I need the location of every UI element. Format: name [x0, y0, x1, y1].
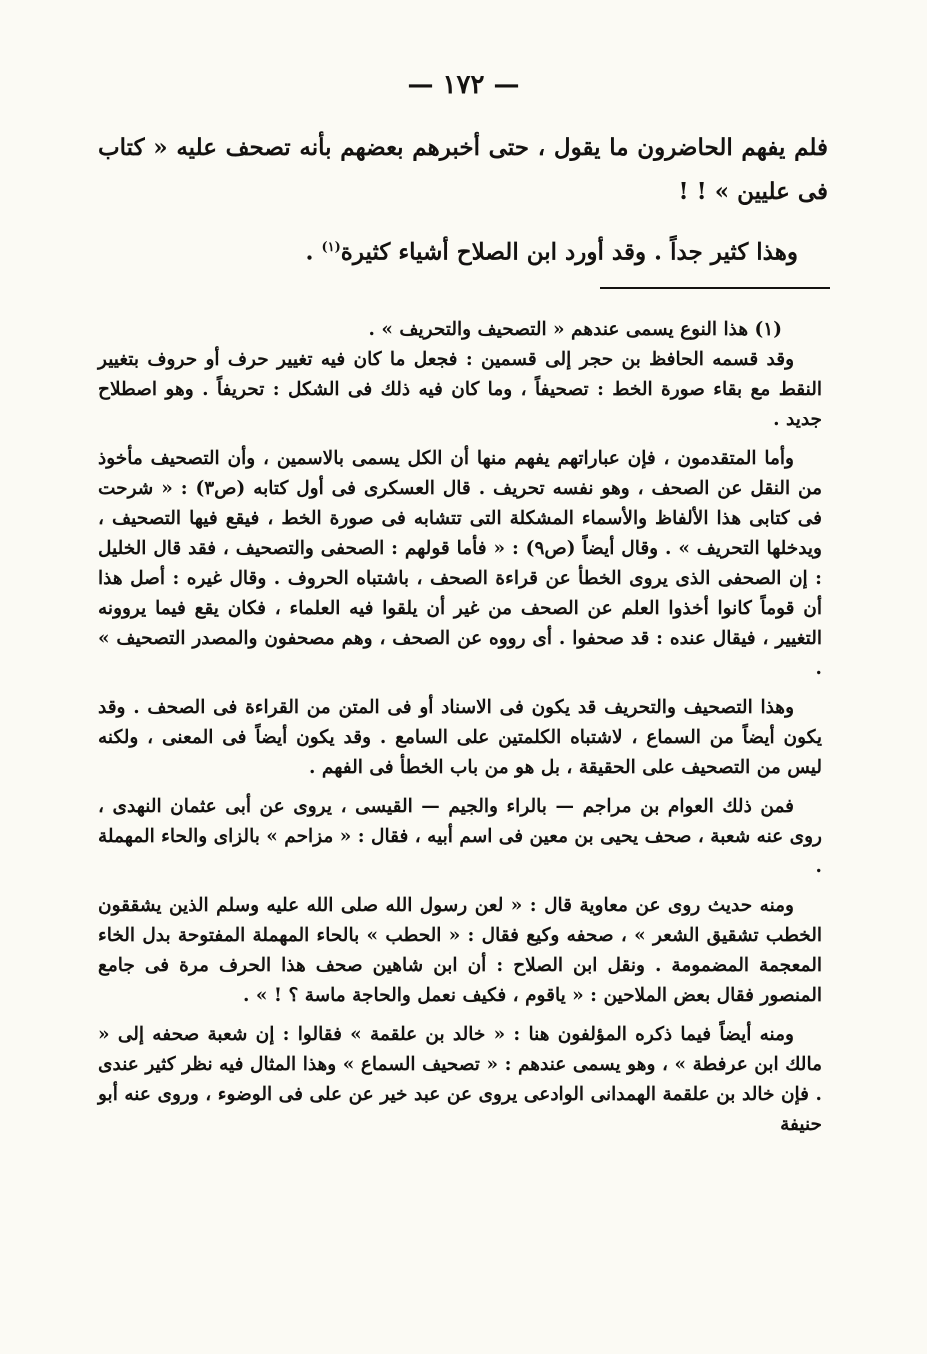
footnote-paragraph-4: وهذا التصحيف والتحريف قد يكون فى الاسناد أو فى المتن من القراءة فى الصحف . وقد يكون أيضاً من السماع ، لاشتباه الكلمتين على السامع . وقد يكون أيضاً فى المعنى ، ولكنه ليس من التصحيف على الحقيقة ، بل هو من باب الخطأ فى الفهم .	[98, 697, 822, 778]
main-paragraph-2-end: .	[305, 238, 322, 266]
footnote-separator	[600, 287, 830, 289]
page-number: — ١٧٢ —	[407, 70, 520, 100]
footnote-reference: (١)	[321, 240, 341, 255]
main-paragraph-1: فلم يفهم الحاضرون ما يقول ، حتى أخبرهم بعضهم بأنه تصحف عليه « كتاب فى عليين » ! !	[98, 134, 828, 205]
main-text-2	[98, 226, 828, 275]
footnote-paragraph-3: وأما المتقدمون ، فإن عباراتهم يفهم منها أن الكل يسمى بالاسمين ، وأن التصحيف مأخوذ من النقل عن الصحف ، وهو نفسه تحريف . قال العسكرى فى أول كتابه (ص٣) : « شرحت فى كتابى هذا الألفاظ والأسماء المشكلة التى تتشابه فى صورة الخط ، فيقع فيها التصحيف ، ويدخلها التحريف » . وقال أيضاً (ص٩) : « فأما قولهم : الصحفى والتصحيف ، فقد قال الخليل : إن الصحفى الذى يروى الخطأ عن قراءة الصحف ، باشتباه الحروف . وقال غيره : أصل هذا أن قوماً كانوا أخذوا العلم عن الصحف من غير أن يلقوا فيه العلماء ، فكان يقع فيما يروونه التغيير ، فيقال عنده : قد صحفوا . أى رووه عن الصحف ، وهم مصحفون والمصدر التصحيف » .	[98, 448, 822, 679]
footnote-paragraph-2: وقد قسمه الحافظ بن حجر إلى قسمين : فجعل ما كان فيه تغيير حرف أو حروف بتغيير النقط مع بقاء صورة الخط : تصحيفاً ، وما كان فيه ذلك فى الشكل : تحريفاً . وهو اصطلاح جديد .	[98, 349, 822, 430]
main-text	[98, 126, 828, 214]
main-paragraph-2	[98, 226, 828, 275]
footnote-paragraph-7: ومنه أيضاً فيما ذكره المؤلفون هنا : « خالد بن علقمة » فقالوا : إن شعبة صحفه إلى « مالك ابن عرفطة » ، وهو يسمى عندهم : « تصحيف السماع » وهذا المثال فيه نظر كثير عندى . فإن خالد بن علقمة الهمدانى الوادعى يروى عن عبد خير عن على فى الوضوء ، وروى عنه أبو حنيفة	[98, 1024, 822, 1135]
footnotes	[98, 315, 822, 1140]
main-paragraph-2-text: وهذا كثير جداً . وقد أورد ابن الصلاح أشياء كثيرة	[340, 238, 798, 266]
footnote-paragraph-6: ومنه حديث روى عن معاوية قال : « لعن رسول الله صلى الله عليه وسلم الذين يشققون الخطب تشقيق الشعر » ، صحفه وكيع فقال : « الحطب » بالحاء المهملة المفتوحة بدل الخاء المعجمة المضمومة . ونقل ابن الصلاح : أن ابن شاهين صحف هذا الحرف مرة فى جامع المنصور فقال بعض الملاحين : « ياقوم ، فكيف نعمل والحاجة ماسة ؟ ! » .	[98, 895, 822, 1006]
footnote-1: (١) هذا النوع يسمى عندهم « التصحيف والتحريف » .	[368, 319, 782, 340]
footnote-paragraph-5: فمن ذلك العوام بن مراجم — بالراء والجيم — القيسى ، يروى عن أبى عثمان النهدى ، روى عنه شعبة ، صحف يحيى بن معين فى اسم أبيه ، فقال : « مزاحم » بالزاى والحاء المهملة .	[98, 796, 822, 877]
